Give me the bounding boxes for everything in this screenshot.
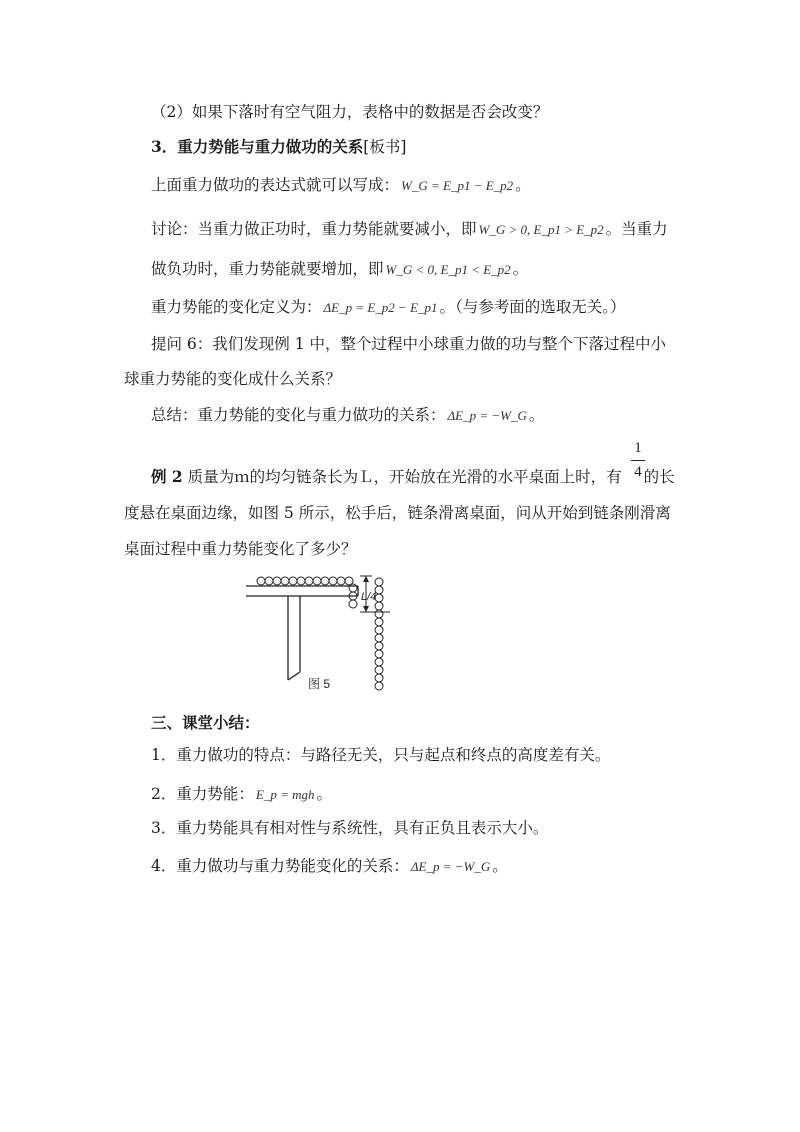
section-3-heading [151, 136, 406, 158]
discussion-line-1 [151, 218, 668, 241]
discussion-formula-2: W_G < 0, E_p1 < E_p2 [385, 262, 511, 277]
discussion-formula-1: W_G > 0, E_p1 > E_p2 [478, 222, 604, 237]
discussion-b: 。当重力 [605, 220, 668, 238]
fraction-numerator: 1 [634, 440, 642, 456]
example-2-line-2: 度悬在桌面边缘，如图 5 所示，松手后，链条滑离桌面，问从开始到链条刚滑离 [124, 504, 671, 522]
example-2-line-1 [151, 466, 675, 488]
chain-on-table [257, 577, 353, 585]
example-2-line-3: 桌面过程中重力势能变化了多少？ [124, 540, 357, 558]
summary-item-2-text: 2．重力势能： [151, 785, 254, 803]
summary-text: 总结：重力势能的变化与重力做功的关系： [151, 406, 446, 424]
question-2: （2）如果下落时有空气阻力，表格中的数据是否会改变？ [151, 103, 549, 121]
discussion-line-2 [151, 258, 528, 281]
summary-item-1: 1．重力做功的特点：与路径无关，只与起点和终点的高度差有关。 [151, 746, 611, 764]
summary-line [151, 404, 544, 427]
summary-item-4-formula: ΔE_p = −W_G [410, 859, 491, 874]
example-2-label: 例 2 [151, 467, 183, 486]
dimension-arrow-down [363, 606, 369, 612]
fraction-denominator: 4 [634, 464, 642, 480]
discussion-a: 讨论：当重力做正功时，重力势能就要减小，即 [151, 220, 477, 238]
summary-item-4-end: 。 [492, 857, 508, 875]
summary-item-2-formula: E_p = mgh [255, 787, 315, 802]
question-6-line-2: 球重力势能的变化成什么关系？ [124, 370, 342, 388]
expression-line [151, 174, 531, 197]
definition-formula: ΔE_p = E_p2 − E_p1 [323, 300, 438, 315]
question-6-line-1: 提问 6：我们发现例 1 中，整个过程中小球重力做的功与整个下落过程中小 [151, 335, 667, 353]
discussion-c: 做负功时，重力势能就要增加，即 [151, 260, 384, 278]
table-leg-end [288, 672, 300, 680]
dimension-arrow-up [363, 576, 369, 582]
expression-text: 上面重力做功的表达式就可以写成： [151, 176, 400, 194]
quarter-fraction [631, 440, 645, 481]
section-3-tag: [板书] [363, 138, 407, 156]
example-2-text-a: 质量为ｍ的均匀链条长为Ｌ，开始放在光滑的水平桌面上时，有 [182, 468, 622, 486]
definition-text: 重力势能的变化定义为： [151, 298, 322, 316]
figure-5-chain-diagram [230, 568, 400, 700]
summary-item-2 [151, 783, 332, 806]
summary-item-4 [151, 855, 508, 878]
expression-formula: W_G = E_p1 − E_p2 [401, 178, 514, 193]
discussion-d: 。 [512, 260, 529, 278]
example-2-text-b: 的长 [643, 468, 675, 486]
dimension-label: L/4 [361, 591, 377, 603]
summary-formula: ΔE_p = −W_G [447, 408, 527, 423]
definition-end: 。（与参考面的选取无关。） [439, 298, 626, 316]
definition-line [151, 296, 626, 319]
summary-item-2-end: 。 [316, 785, 332, 803]
expression-end: 。 [515, 176, 531, 194]
summary-item-4-text: 4．重力做功与重力势能变化的关系： [151, 857, 409, 875]
class-summary-title: 三、课堂小结： [151, 713, 260, 732]
summary-item-3: 3．重力势能具有相对性与系统性，具有正负且表示大小。 [151, 819, 549, 837]
summary-end: 。 [528, 406, 545, 424]
section-3-title: 3．重力势能与重力做功的关系 [151, 137, 364, 156]
figure-caption: 图 5 [308, 677, 331, 691]
